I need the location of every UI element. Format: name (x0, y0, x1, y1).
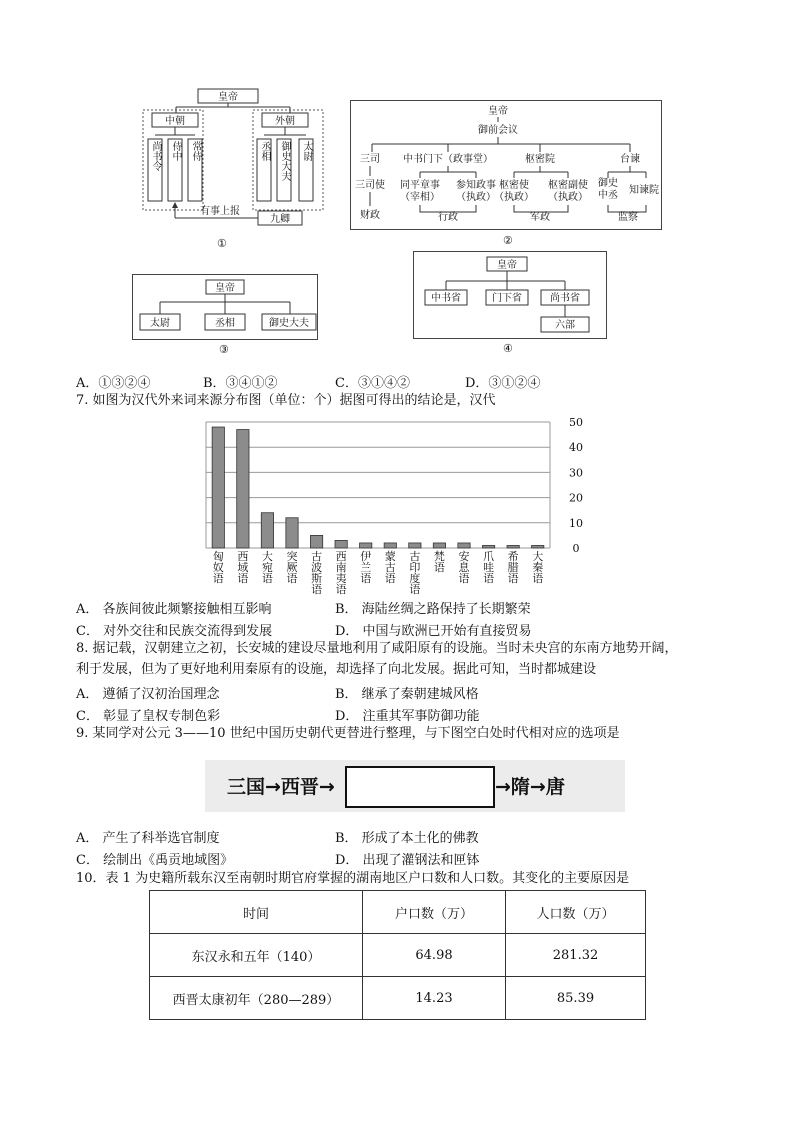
f1-outer-court: 外朝 (275, 116, 295, 127)
chart-x-tick-label-char: 语 (409, 583, 421, 596)
figure-4-tang-central-system (413, 251, 607, 339)
figure-4-label: ④ (503, 342, 513, 355)
chart-bar (335, 540, 347, 548)
chart-x-tick-label-char: 度 (409, 572, 421, 585)
chart-x-tick-label-char: 语 (483, 572, 495, 585)
f2-sm-a2: （执政） (494, 192, 534, 203)
f1-report-label: 有事上报 (200, 206, 240, 217)
table-row (150, 977, 646, 1020)
q6-option-a[interactable]: A．①③②④ (76, 376, 151, 391)
f3-member-3: 御史大夫 (269, 318, 309, 329)
chart-x-tick-label-char: 语 (261, 572, 273, 585)
chart-x-tick-label-char: 语 (458, 572, 470, 585)
table-header-cell: 时间 (150, 891, 363, 934)
figure-3-qin-central-system (132, 274, 318, 340)
f3-member-1: 太尉 (150, 318, 170, 329)
q7-option-a[interactable]: A． 各族间彼此频繁接触相互影响 (76, 602, 272, 617)
chart-x-tick-label-char: 兰 (360, 561, 372, 574)
f2-branch-1: 三司 (360, 154, 380, 165)
chart-x-tick-label-char: 语 (311, 583, 323, 596)
q8-stem-line-2: 利于发展，但为了更好地利用秦原有的设施，却选择了向北发展。据此可知，当时都城建设 (76, 662, 597, 677)
table-cell: 281.32 (506, 934, 646, 977)
figure-2-song-central-system (350, 100, 662, 230)
f1-inner-member-3: 常侍 (190, 141, 201, 161)
f4-sub: 六部 (555, 320, 575, 331)
f2-sm-b2: （执政） (548, 192, 588, 203)
chart-x-tick-label-char: 印 (409, 561, 421, 574)
q7-option-b[interactable]: B． 海陆丝绸之路保持了长期繁荣 (335, 602, 531, 617)
q6-option-b[interactable]: B．③④①② (203, 376, 278, 391)
figure-1-label: ① (217, 237, 227, 250)
chart-x-tick-label-char: 语 (360, 572, 372, 585)
chart-bar (532, 545, 544, 548)
chart-x-tick-label-char: 古 (409, 550, 421, 563)
q9-timeline-left: 三国→西晋→ (227, 776, 335, 798)
chart-y-tick-label: 40 (569, 441, 583, 455)
chart-y-tick-label: 0 (572, 542, 580, 555)
f1-inner-member-2: 侍中 (170, 141, 181, 161)
table-row (150, 934, 646, 977)
f3-member-2: 丞相 (215, 318, 235, 329)
table-cell: 14.23 (363, 977, 506, 1020)
f4-emperor: 皇帝 (497, 260, 517, 271)
chart-x-tick-label-char: 匈 (212, 550, 224, 563)
f2-zs-a2: （宰相） (400, 192, 440, 203)
figure-2-label: ② (503, 234, 513, 247)
q9-dynasty-timeline (205, 760, 625, 812)
chart-x-tick-label-char: 梵 (433, 550, 445, 563)
q6-option-d[interactable]: D．③①②④ (465, 376, 541, 391)
f2-tj-b: 知谏院 (629, 185, 659, 196)
chart-x-tick-label-char: 西 (335, 550, 347, 563)
chart-bar (433, 543, 445, 548)
f2-branch-3: 枢密院 (525, 154, 555, 165)
f3-emperor: 皇帝 (215, 283, 235, 294)
chart-x-tick-label-char: 斯 (311, 572, 323, 585)
f4-member-2: 门下省 (492, 293, 522, 304)
chart-x-tick-label-char: 突 (286, 550, 298, 563)
chart-y-tick-label: 30 (569, 466, 583, 480)
f1-emperor: 皇帝 (218, 92, 238, 103)
chart-bar (409, 543, 421, 548)
f2-council: 御前会议 (478, 125, 518, 136)
q9-stem: 9. 某同学对公元 3——10 世纪中国历史朝代更替进行整理，与下图空白处时代相对应的选项是 (76, 726, 620, 741)
figure-1-han-central-system (140, 85, 330, 235)
chart-x-tick-label-char: 语 (532, 572, 544, 585)
f1-inner-member-1: 尚书令 (150, 141, 161, 171)
q9-option-c[interactable]: C． 绘制出《禹贡地域图》 (76, 853, 234, 868)
chart-y-tick-label: 50 (569, 416, 583, 429)
f2-emperor: 皇帝 (488, 106, 508, 117)
chart-bar (482, 545, 494, 548)
q7-option-c[interactable]: C． 对外交往和民族交流得到发展 (76, 624, 273, 639)
chart-x-tick-label-char: 爪 (483, 550, 495, 563)
chart-x-tick-label-char: 大 (261, 550, 273, 563)
chart-bar (310, 535, 322, 548)
f1-outer-member-1: 丞相 (259, 141, 270, 161)
chart-bar (507, 545, 519, 548)
f1-outer-member-3: 太尉 (301, 141, 312, 161)
chart-x-tick-label-char: 蒙 (384, 550, 396, 563)
chart-x-tick-label-char: 厥 (286, 561, 298, 574)
q8-option-a[interactable]: A． 遵循了汉初治国理念 (76, 687, 220, 702)
chart-y-tick-label: 20 (569, 491, 583, 505)
chart-x-tick-label-char: 语 (507, 572, 519, 585)
table-cell: 64.98 (363, 934, 506, 977)
f1-outer-member-2: 御史大夫 (279, 141, 290, 181)
q9-option-b[interactable]: B． 形成了本土化的佛教 (335, 831, 479, 846)
chart-x-tick-label-char: 西 (237, 550, 249, 563)
table-cell: 85.39 (506, 977, 646, 1020)
chart-x-tick-label-char: 语 (335, 583, 347, 596)
q8-option-b[interactable]: B． 继承了秦朝建城风格 (335, 687, 479, 702)
chart-bar (360, 543, 372, 548)
f4-member-3: 尚书省 (550, 293, 580, 304)
f2-zs-func: 行政 (438, 212, 458, 223)
table-header-row (150, 891, 646, 934)
f2-tj-func: 监察 (618, 212, 638, 223)
figure-3-label: ③ (219, 343, 229, 356)
f1-inner-court: 中朝 (165, 116, 185, 127)
chart-x-tick-label-char: 哇 (483, 561, 495, 574)
chart-x-tick-label-char: 波 (311, 561, 323, 574)
q9-option-a[interactable]: A． 产生了科举选官制度 (76, 831, 220, 846)
chart-x-tick-label-char: 语 (433, 561, 445, 574)
f2-sm-func: 军政 (530, 212, 550, 223)
table-cell: 西晋太康初年（280—289） (150, 977, 363, 1020)
chart-x-tick-label-char: 希 (507, 550, 519, 563)
q9-option-d[interactable]: D． 出现了灌钢法和匣钵 (335, 853, 480, 868)
chart-bar (212, 427, 224, 548)
chart-x-tick-label-char: 秦 (532, 561, 544, 574)
q9-blank-box (345, 766, 495, 808)
q8-option-c[interactable]: C． 彰显了皇权专制色彩 (76, 709, 221, 724)
f2-tj-a: 御史中丞 (598, 178, 618, 201)
f2-sm-a: 枢密使 (499, 180, 529, 191)
chart-x-tick-label-char: 大 (532, 550, 544, 563)
chart-x-tick-label-char: 息 (458, 561, 470, 574)
chart-x-tick-label-char: 奴 (212, 561, 224, 574)
table-header-cell: 人口数（万） (506, 891, 646, 934)
f2-sm-b: 枢密副使 (548, 180, 588, 191)
chart-x-tick-label-char: 域 (237, 561, 249, 574)
q10-stem: 10．表 1 为史籍所载东汉至南朝时期官府掌握的湖南地区户口数和人口数。其变化的主要原因是 (76, 871, 630, 886)
f4-member-1: 中书省 (431, 293, 461, 304)
chart-bar (261, 513, 273, 548)
chart-x-tick-label-char: 古 (384, 561, 396, 574)
f2-branch-2: 中书门下（政事堂） (403, 154, 493, 165)
chart-x-tick-label-char: 语 (286, 572, 298, 585)
chart-bar (384, 543, 396, 548)
f2-sansi-func: 财政 (360, 210, 380, 221)
q10-population-table (149, 890, 646, 1020)
q7-loanword-bar-chart (200, 412, 590, 596)
chart-x-tick-label-char: 语 (384, 572, 396, 585)
chart-y-tick-label: 10 (569, 516, 583, 530)
q6-option-c[interactable]: C．③①④② (335, 376, 410, 391)
q8-stem-line-1: 8. 据记载，汉朝建立之初，长安城的建设尽量地利用了咸阳原有的设施。当时未央宫的东南方地势开阔， (76, 641, 678, 656)
table-cell: 东汉永和五年（140） (150, 934, 363, 977)
chart-bar (286, 518, 298, 548)
chart-x-tick-label-char: 夷 (335, 572, 347, 585)
f2-zs-b2: （执政） (456, 192, 496, 203)
f2-zs-a: 同平章事 (400, 180, 440, 191)
chart-x-tick-label-char: 古 (311, 550, 323, 563)
q7-stem: 7. 如图为汉代外来词来源分布图（单位：个）据图可得出的结论是，汉代 (76, 393, 496, 408)
chart-x-tick-label-char: 伊 (360, 550, 372, 563)
q9-timeline-right: →隋→唐 (495, 776, 565, 798)
table-header-cell: 户口数（万） (363, 891, 506, 934)
q7-option-d[interactable]: D． 中国与欧洲已开始有直接贸易 (335, 624, 532, 639)
f1-nine-ministers: 九卿 (270, 214, 290, 225)
chart-x-tick-label-char: 南 (335, 561, 347, 574)
chart-x-tick-label-char: 语 (212, 572, 224, 585)
chart-bar (458, 543, 470, 548)
f2-zs-b: 参知政事 (456, 180, 496, 191)
chart-bar (237, 430, 249, 548)
chart-x-tick-label-char: 语 (237, 572, 249, 585)
q8-option-d[interactable]: D． 注重其军事防御功能 (335, 709, 480, 724)
f2-branch-4: 台谏 (620, 154, 640, 165)
f2-sansi-sub: 三司使 (355, 180, 385, 191)
chart-x-tick-label-char: 腊 (507, 561, 519, 574)
chart-x-tick-label-char: 宛 (261, 561, 273, 574)
chart-x-tick-label-char: 安 (458, 550, 470, 563)
